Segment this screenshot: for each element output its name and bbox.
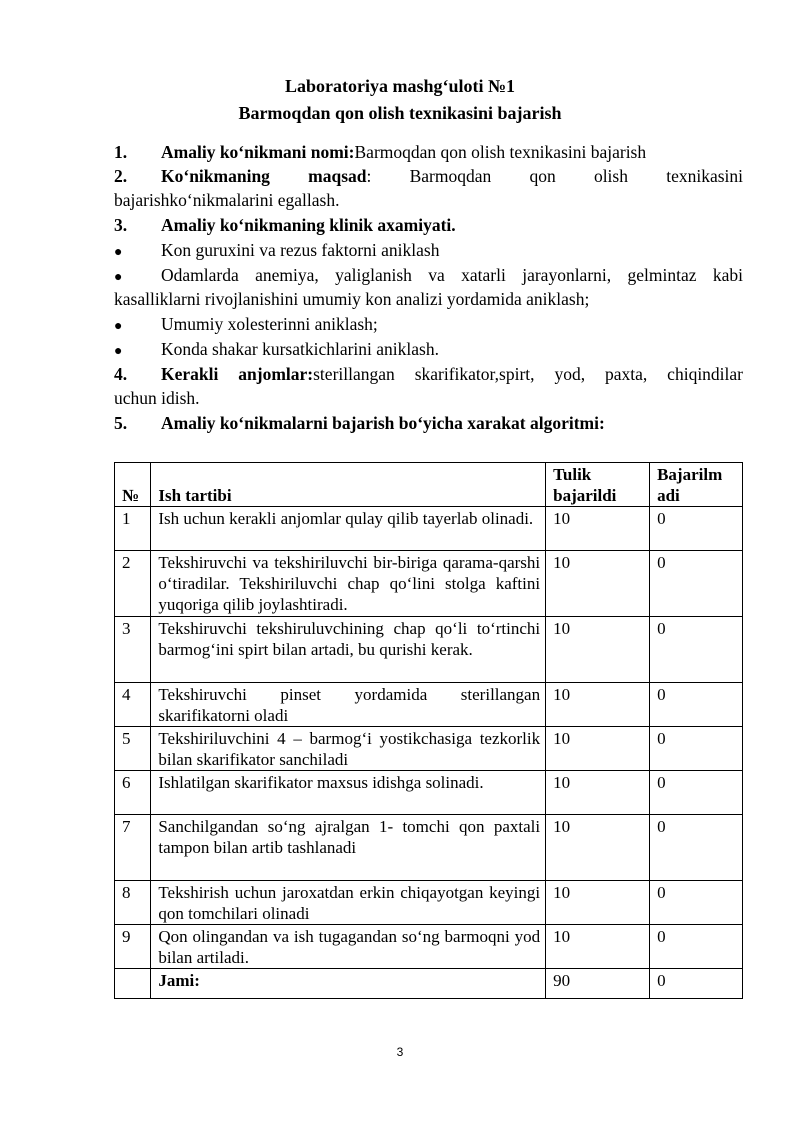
row-not-completed: 0 xyxy=(650,507,743,551)
table-row xyxy=(115,617,743,683)
bullet-item-1 xyxy=(114,238,743,265)
row-completed: 10 xyxy=(546,881,650,925)
row-not-completed: 0 xyxy=(650,771,743,815)
table-header-row xyxy=(115,463,743,507)
table-row xyxy=(115,881,743,925)
row-task: Tekshiruvchi va tekshiriluvchi bir-biriga qarama-qarshi o‘tiradilar. Tekshiriluvchi chap qo‘lini stolga kaftini yuqoriga qilib joylashtiradi. xyxy=(151,551,546,617)
row-task: Tekshirish uchun jaroxatdan erkin chiqayotgan keyingi qon tomchilari olinadi xyxy=(151,881,546,925)
row-completed: 10 xyxy=(546,771,650,815)
section-2-number: 2. xyxy=(114,166,128,186)
row-completed: 10 xyxy=(546,815,650,881)
table-row xyxy=(115,815,743,881)
row-not-completed: 0 xyxy=(650,925,743,969)
total-label: Jami: xyxy=(151,969,546,999)
row-number: 4 xyxy=(115,683,151,727)
row-not-completed: 0 xyxy=(650,881,743,925)
section-2 xyxy=(114,164,743,188)
bullet-item-2-continuation: kasalliklarni rivojlanishini umumiy kon analizi yordamida aniklash; xyxy=(114,289,590,309)
row-completed: 10 xyxy=(546,727,650,771)
row-number: 8 xyxy=(115,881,151,925)
row-task: Tekshiruvchi pinset yordamida sterillangan skarifikatorni oladi xyxy=(151,683,546,727)
row-number: 6 xyxy=(115,771,151,815)
table-row xyxy=(115,727,743,771)
header-completed: Tulik bajarildi xyxy=(546,463,650,507)
row-task: Tekshiriluvchini 4 – barmog‘i yostikchasiga tezkorlik bilan skarifikator sanchiladi xyxy=(151,727,546,771)
row-number: 2 xyxy=(115,551,151,617)
header-not-completed: Bajarilm adi xyxy=(650,463,743,507)
row-task: Sanchilgandan so‘ng ajralgan 1- tomchi qon paxtali tampon bilan artib tashlanadi xyxy=(151,815,546,881)
bullet-icon: ● xyxy=(114,270,123,285)
section-4-text: sterillangan skarifikator,spirt, yod, paxta, chiqindilar xyxy=(313,364,743,384)
row-completed: 10 xyxy=(546,683,650,727)
section-5-number: 5. xyxy=(114,413,128,433)
row-not-completed: 0 xyxy=(650,683,743,727)
bullet-text: Konda shakar kursatkichlarini aniklash. xyxy=(161,339,439,359)
section-2-continuation: bajarishko‘nikmalarini egallash. xyxy=(114,190,340,210)
row-task: Ish uchun kerakli anjomlar qulay qilib tayerlab olinadi. xyxy=(151,507,546,551)
row-completed: 10 xyxy=(546,507,650,551)
row-task: Qon olingandan va ish tugagandan so‘ng barmoqni yod bilan artiladi. xyxy=(151,925,546,969)
section-2-colon: : xyxy=(366,166,372,186)
bullet-icon: ● xyxy=(114,319,123,334)
section-4-label: Kerakli anjomlar: xyxy=(161,364,314,384)
row-number: 5 xyxy=(115,727,151,771)
bullet-icon: ● xyxy=(114,245,123,260)
section-3-label: Amaliy ko‘nikmaning klinik axamiyati. xyxy=(161,215,456,235)
total-not-completed: 0 xyxy=(650,969,743,999)
total-number-cell xyxy=(115,969,151,999)
bullet-item-2 xyxy=(114,263,743,290)
bullet-text: Odamlarda anemiya, yaliglanish va xatarli jarayonlarni, gelmintaz kabi xyxy=(161,265,743,285)
header-task: Ish tartibi xyxy=(151,463,546,507)
row-number: 9 xyxy=(115,925,151,969)
section-3 xyxy=(114,213,743,237)
section-2-label: Ko‘nikmaning maqsad xyxy=(161,166,367,186)
section-2-text: Barmoqdan qon olish texnikasini xyxy=(409,166,743,186)
row-completed: 10 xyxy=(546,925,650,969)
row-number: 1 xyxy=(115,507,151,551)
page-number: 3 xyxy=(396,1045,404,1059)
section-4-continuation: uchun idish. xyxy=(114,388,200,408)
bullet-icon: ● xyxy=(114,344,123,359)
bullet-text: Kon guruxini va rezus faktorni aniklash xyxy=(161,240,440,260)
row-not-completed: 0 xyxy=(650,617,743,683)
bullet-text: Umumiy xolesterinni aniklash; xyxy=(161,314,378,334)
table-row xyxy=(115,925,743,969)
section-4-number: 4. xyxy=(114,364,128,384)
row-number: 7 xyxy=(115,815,151,881)
row-task: Ishlatilgan skarifikator maxsus idishga solinadi. xyxy=(151,771,546,815)
section-5-label: Amaliy ko‘nikmalarni bajarish bo‘yicha xarakat algoritmi: xyxy=(161,413,605,433)
section-4 xyxy=(114,362,743,386)
section-1 xyxy=(114,140,743,164)
section-1-label: Amaliy ko‘nikmani nomi: xyxy=(161,142,355,162)
bullet-item-3 xyxy=(114,312,743,339)
table-row xyxy=(115,683,743,727)
page-subtitle: Barmoqdan qon olish texnikasini bajarish xyxy=(238,103,562,123)
row-completed: 10 xyxy=(546,551,650,617)
bullet-item-4 xyxy=(114,337,743,364)
table-total-row xyxy=(115,969,743,999)
table-row xyxy=(115,771,743,815)
header-number: № xyxy=(115,463,151,507)
row-completed: 10 xyxy=(546,617,650,683)
row-number: 3 xyxy=(115,617,151,683)
total-completed: 90 xyxy=(546,969,650,999)
section-1-text: Barmoqdan qon olish texnikasini bajarish xyxy=(354,142,647,162)
row-not-completed: 0 xyxy=(650,815,743,881)
page-title: Laboratoriya mashg‘uloti №1 xyxy=(284,76,516,96)
row-not-completed: 0 xyxy=(650,551,743,617)
table-row xyxy=(115,507,743,551)
section-1-number: 1. xyxy=(114,142,128,162)
section-5 xyxy=(114,411,743,435)
row-task: Tekshiruvchi tekshiruluvchining chap qo‘li to‘rtinchi barmog‘ini spirt bilan artadi, bu qurishi kerak. xyxy=(151,617,546,683)
algorithm-table xyxy=(114,462,743,999)
section-3-number: 3. xyxy=(114,215,128,235)
row-not-completed: 0 xyxy=(650,727,743,771)
table-row xyxy=(115,551,743,617)
